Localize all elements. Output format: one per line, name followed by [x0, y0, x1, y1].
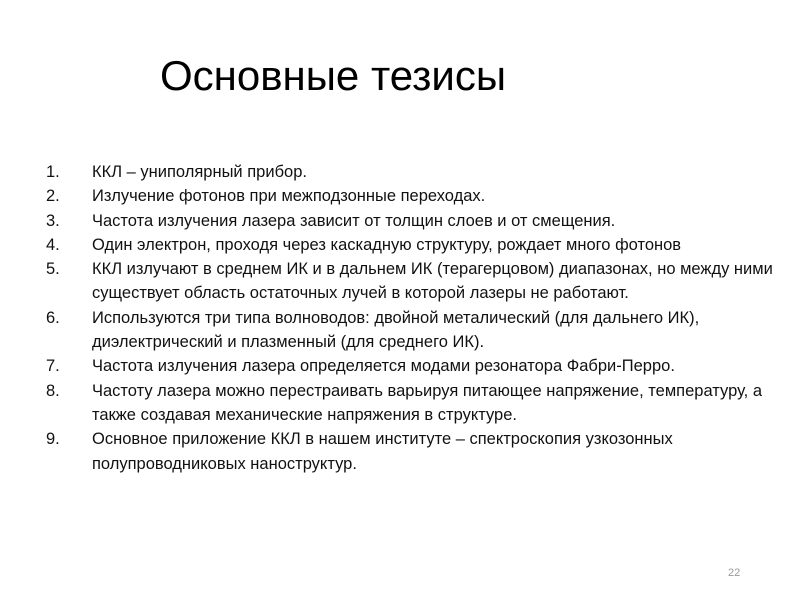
thesis-number: 7.	[46, 357, 60, 376]
thesis-item-9	[46, 427, 790, 476]
thesis-item-3	[46, 209, 790, 233]
thesis-number: 5.	[46, 260, 60, 279]
thesis-item-2	[46, 184, 790, 208]
thesis-item-4	[46, 233, 790, 257]
thesis-number: 3.	[46, 211, 60, 230]
thesis-text: Используются три типа волноводов: двойной металический (для дальнего ИК), диэлектрический и плазменный (для среднего ИК).	[92, 308, 700, 352]
slide-title: Основные тезисы	[160, 52, 507, 99]
thesis-text: Частота излучения лазера зависит от толщин слоев и от смещения.	[92, 211, 616, 230]
thesis-number: 4.	[46, 235, 60, 254]
thesis-item-7	[46, 354, 790, 378]
thesis-number: 6.	[46, 308, 60, 327]
thesis-text: Частота излучения лазера определяется модами резонатора Фабри-Перро.	[92, 357, 675, 376]
thesis-text: ККЛ – униполярный прибор.	[92, 163, 307, 181]
thesis-text: Излучение фотонов при межподзонные переходах.	[92, 187, 486, 206]
thesis-text: ККЛ излучают в среднем ИК и в дальнем ИК (терагерцовом) диапазонах, но между ними существует область остаточных лучей в которой лазеры не работают.	[92, 260, 773, 303]
thesis-item-1	[46, 160, 790, 184]
thesis-number: 1.	[46, 163, 60, 181]
thesis-item-8	[46, 379, 790, 428]
thesis-item-6	[46, 306, 790, 355]
thesis-text: Частоту лазера можно перестраивать варьируя питающее напряжение, температуру, а также создавая механические напряжения в структуре.	[92, 381, 763, 424]
thesis-number: 2.	[46, 187, 60, 206]
thesis-text: Один электрон, проходя через каскадную структуру, рождает много фотонов	[92, 235, 682, 254]
thesis-number: 9.	[46, 430, 60, 449]
thesis-item-5	[46, 257, 790, 306]
thesis-text: Основное приложение ККЛ в нашем институте – спектроскопия узкозонных полупроводниковых наноструктур.	[92, 430, 673, 473]
thesis-number: 8.	[46, 381, 60, 400]
thesis-list	[46, 160, 790, 476]
page-number: 22	[728, 567, 741, 579]
